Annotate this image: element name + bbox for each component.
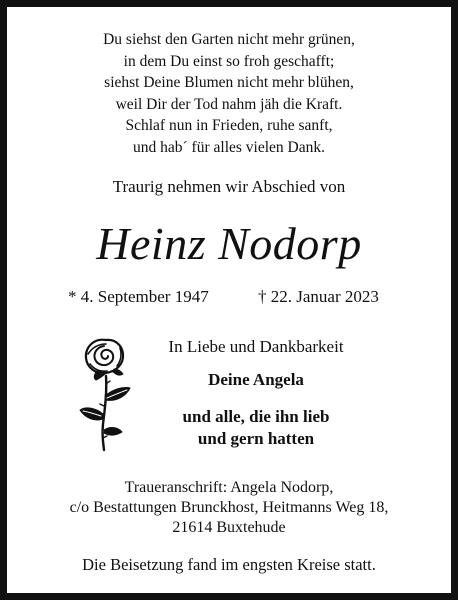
memorial-poem [0,29,458,158]
poem-line: Du siehst den Garten nicht mehr grünen, [103,31,355,48]
rose-icon [76,334,136,452]
poem-line: weil Dir der Tod nahm jäh die Kraft. [115,95,343,113]
other-mourners-line: und gern hatten [197,429,315,448]
dedication-text: In Liebe und Dankbarkeit [168,337,344,356]
poem-line: Schlaf nun in Frieden, ruhe sanft, [125,117,333,134]
address-line: c/o Bestattungen Brunckhost, Heitmanns Weg 18, [69,499,389,516]
deceased-name: Heinz Nodorp [96,218,362,269]
mourning-address [0,478,458,538]
farewell-intro: Traurig nehmen wir Abschied von [112,177,346,196]
poem-line: siehst Deine Blumen nicht mehr blühen, [104,74,354,91]
address-line: Traueranschrift: Angela Nodorp, [124,479,334,496]
address-line: 21614 Buxtehude [172,519,286,536]
burial-notice: Die Beisetzung fand im engsten Kreise statt. [82,555,376,574]
death-date: † 22. Januar 2023 [258,287,379,306]
poem-line: in dem Du einst so froh geschafft; [123,52,335,70]
other-mourners [136,406,376,450]
poem-line: und hab´ für alles vielen Dank. [133,138,325,156]
birth-date: * 4. September 1947 [68,287,209,306]
primary-mourner: Deine Angela [208,370,304,389]
other-mourners-line: und alle, die ihn lieb [182,407,330,426]
